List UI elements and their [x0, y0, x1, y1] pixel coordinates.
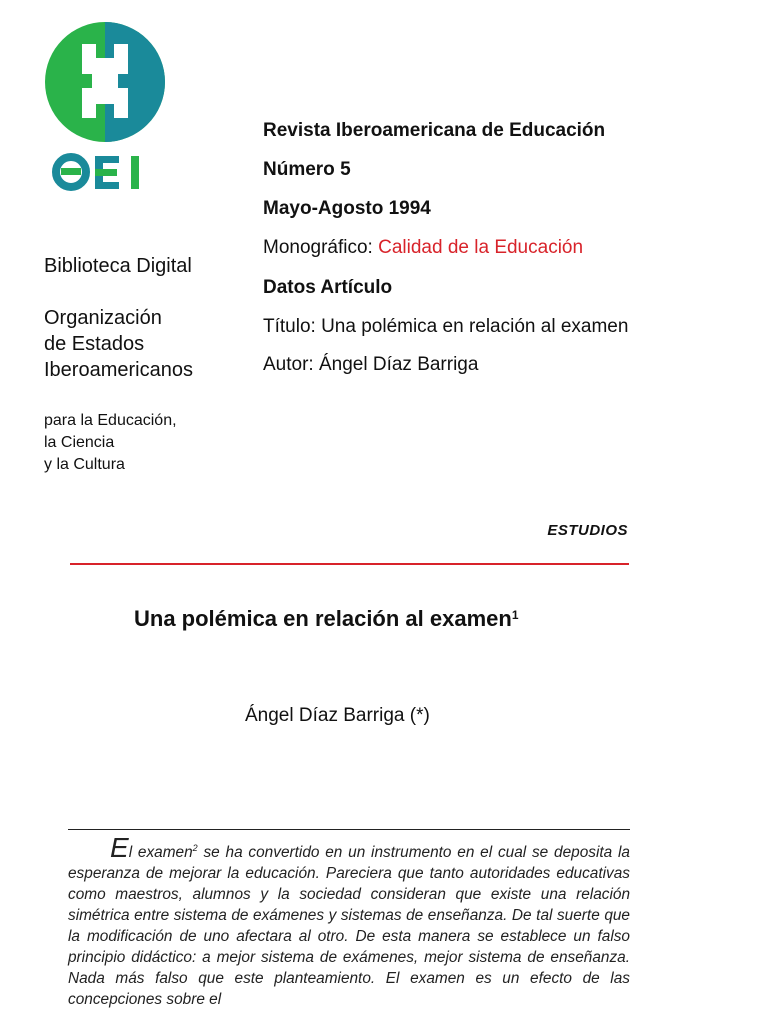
- issue-date: Mayo-Agosto 1994: [263, 198, 431, 219]
- article-author: Ángel Díaz Barriga (*): [245, 705, 430, 726]
- red-divider: [70, 563, 629, 565]
- article-title: [134, 606, 519, 632]
- article-body: [68, 832, 630, 1010]
- article-title-meta: Título: Una polémica en relación al examen: [263, 316, 629, 337]
- footnote-ref: 2: [192, 843, 198, 853]
- sub-line: y la Cultura: [44, 456, 125, 473]
- footnote-ref: 1: [511, 608, 519, 622]
- black-divider: [68, 829, 630, 830]
- organization-subtitle: [44, 410, 177, 476]
- issue-number: Número 5: [263, 159, 351, 180]
- monographic-label: Monográfico:: [263, 237, 373, 258]
- oei-logo: [40, 22, 172, 200]
- first-word: l examen: [128, 844, 193, 862]
- org-line: de Estados: [44, 333, 145, 355]
- drop-cap: E: [110, 832, 129, 864]
- article-author-meta: Autor: Ángel Díaz Barriga: [263, 354, 479, 375]
- organization-name: [44, 305, 193, 383]
- section-label: ESTUDIOS: [547, 522, 628, 539]
- article-title-text: Una polémica en relación al examen: [134, 606, 512, 631]
- sub-line: para la Educación,: [44, 412, 177, 429]
- monographic-topic: Calidad de la Educación: [378, 237, 584, 258]
- sub-line: la Ciencia: [44, 434, 115, 451]
- org-line: Organización: [44, 307, 162, 329]
- paragraph-text: se ha convertido en un instrumento en el cual se deposita la esperanza de mejorar la educación. Pareciera que tanto autoridades educativas como maestros, alumnos y la sociedad consideran que existe una relación simétrica entre sistema de exámenes y sistemas de enseñanza. De tal suerte que la modificación de uno afectara al otro. De esta manera se establece un falso principio didáctico: a mejor sistema de exámenes, mejor sistema de enseñanza. Nada más falso que este planteamiento. El examen es un efecto de las concepciones sobre el: [68, 844, 630, 1009]
- journal-name: Revista Iberoamericana de Educación: [263, 120, 606, 141]
- article-data-heading: Datos Artículo: [263, 277, 393, 298]
- org-line: Iberoamericanos: [44, 359, 193, 381]
- paragraph: [68, 832, 630, 1010]
- monographic: [263, 237, 583, 259]
- library-label: Biblioteca Digital: [44, 255, 192, 277]
- logo-wordmark: [56, 156, 139, 189]
